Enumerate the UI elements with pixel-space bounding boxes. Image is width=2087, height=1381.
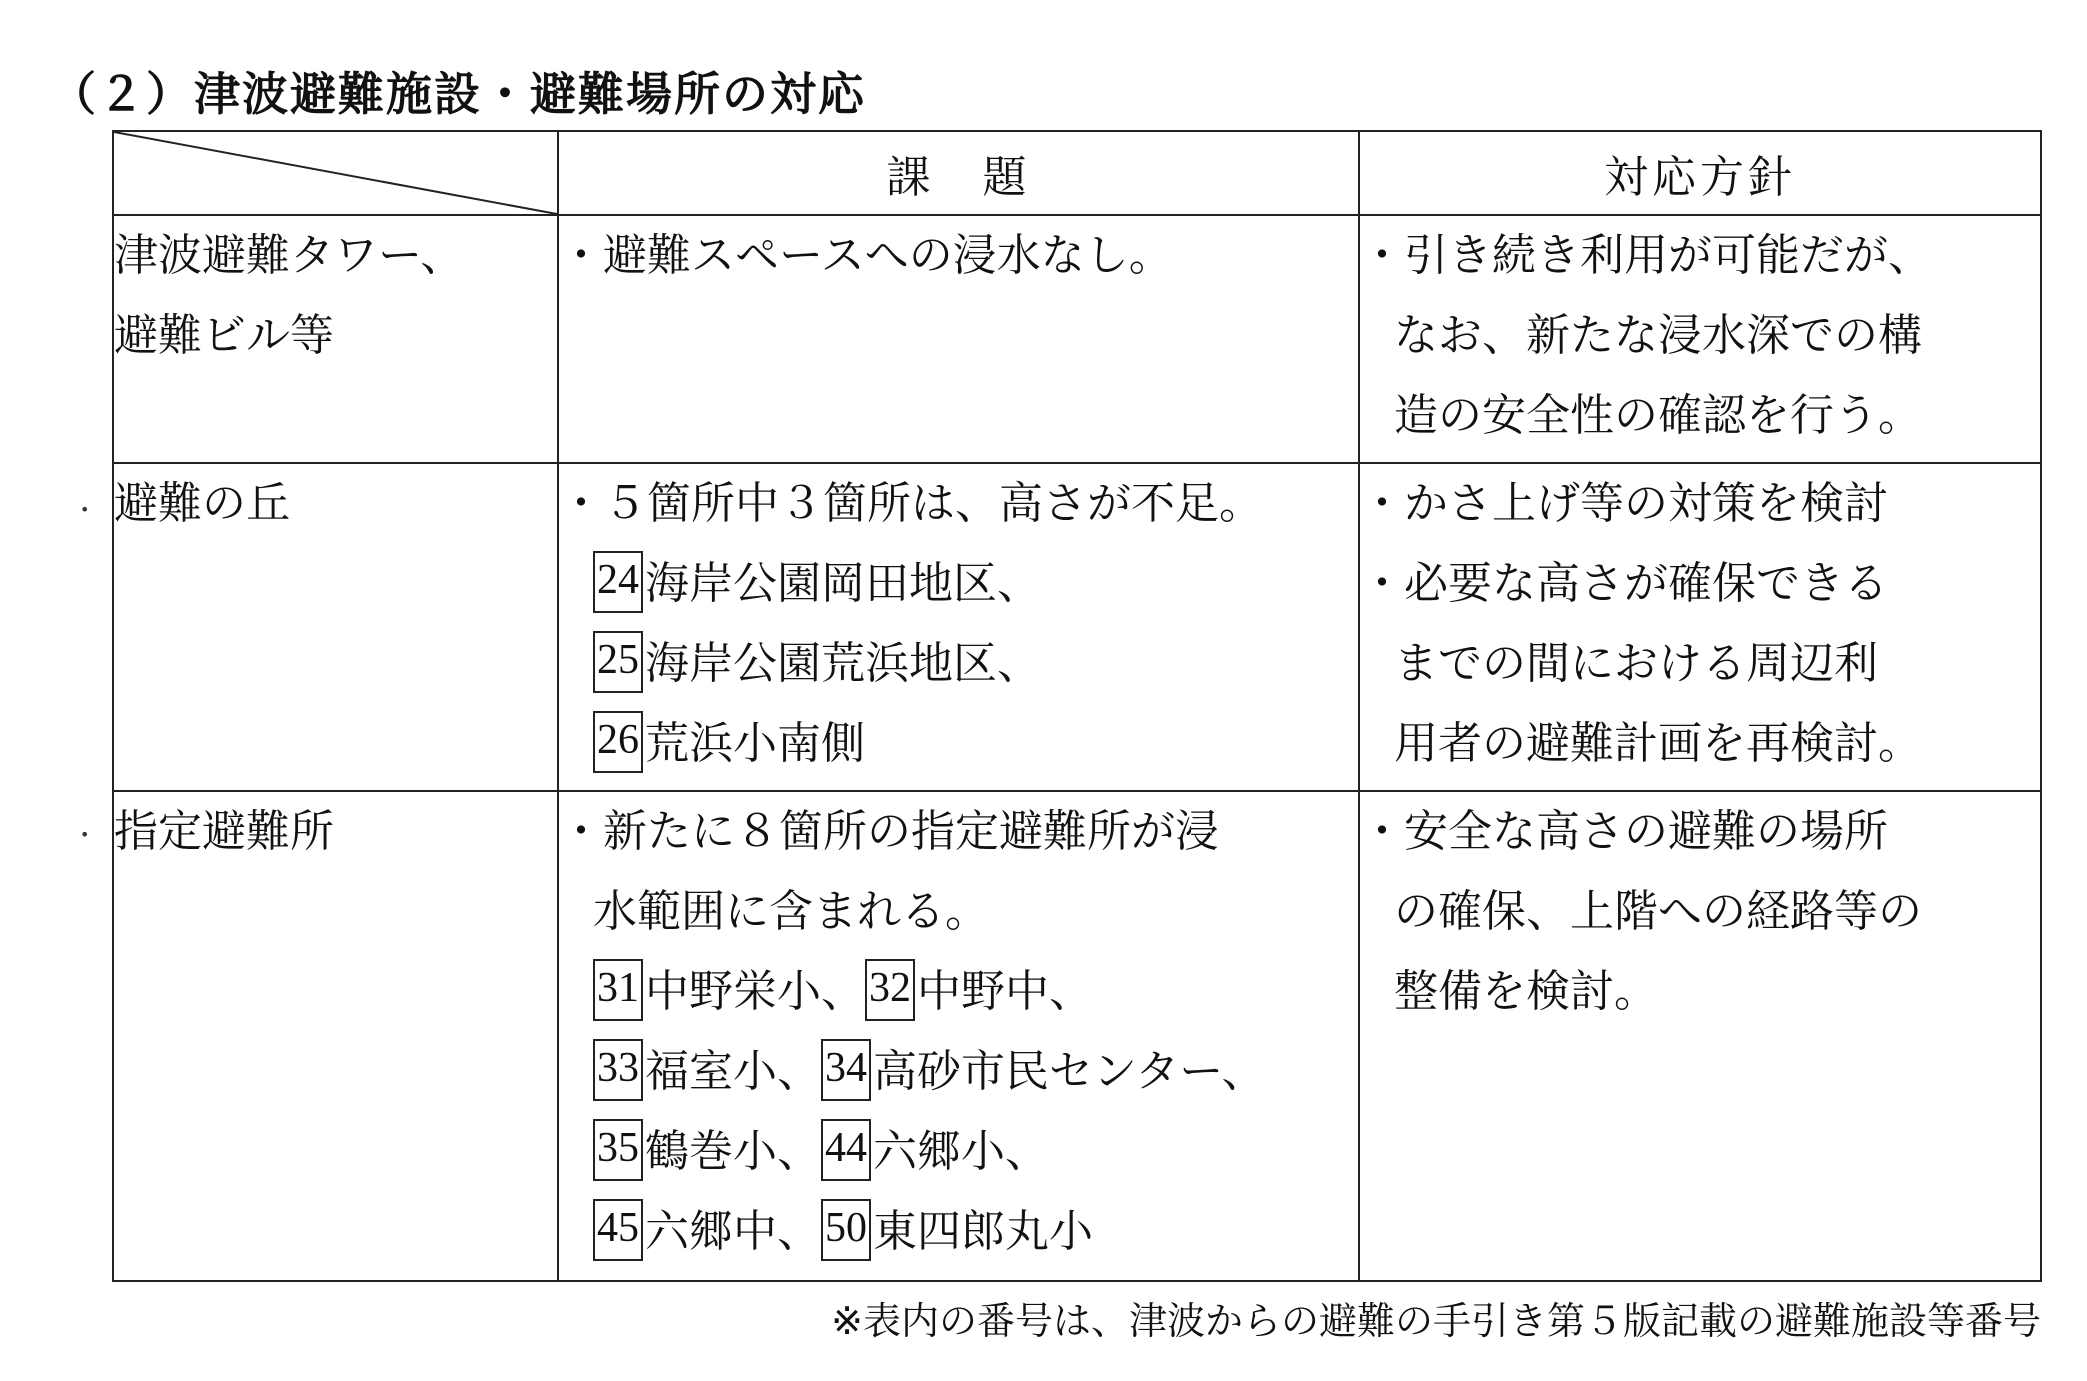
facility-number: 50 [821,1199,871,1261]
facility-number: 34 [821,1039,871,1101]
issue-item-line [559,1192,1358,1272]
facility-number: 44 [821,1119,871,1181]
policy-line: ・引き続き利用が可能だが、 [1360,230,1932,281]
policy-cell [1359,463,2041,791]
header-policy: 対応方針 [1359,131,2041,215]
policy-line: ・かさ上げ等の対策を検討 [1360,478,1888,529]
header-row [113,131,2041,215]
policy-line: なお、新たな浸水深での構 [1394,310,1922,361]
issue-item-line [559,952,1358,1032]
issue-line: ・５箇所中３箇所は、高さが不足。 [559,478,1263,529]
facility-name: 福室小、 [645,1046,821,1097]
facility-name: 中野栄小、 [645,966,865,1017]
header-issue: 課 題 [558,131,1359,215]
section-heading: （２）津波避難施設・避難場所の対応 [50,67,866,121]
facility-name: 六郷中、 [645,1206,821,1257]
issue-item-line [559,1032,1358,1112]
facility-number: 35 [593,1119,643,1181]
category-cell [113,215,558,463]
facility-name: 鶴巻小、 [645,1126,821,1177]
policy-cell [1359,215,2041,463]
facility-number: 45 [593,1199,643,1261]
policy-cell [1359,791,2041,1281]
policy-line: までの間における周辺利 [1394,638,1878,689]
table-row [113,463,2041,791]
issue-cell [558,463,1359,791]
table-row [113,791,2041,1281]
category-line: 津波避難タワー、 [114,230,465,281]
category-cell [113,791,558,1281]
issue-item-line [559,704,1358,784]
diagonal-line [114,132,557,214]
policy-line: ・必要な高さが確保できる [1360,558,1888,609]
category-line: 指定避難所 [114,806,334,857]
policy-line: の確保、上階への経路等の [1394,886,1922,937]
facility-name: 海岸公園岡田地区、 [645,558,1041,609]
table-row [113,215,2041,463]
corner-cell [113,131,558,215]
facility-name: 荒浜小南側 [645,718,865,769]
policy-line: 用者の避難計画を再検討。 [1394,718,1922,769]
issue-cell [558,215,1359,463]
facility-number: 25 [593,631,643,693]
facility-name: 高砂市民センター、 [873,1046,1266,1097]
evacuation-table [112,130,2042,1282]
facility-name: 東四郎丸小 [873,1206,1093,1257]
facility-name: 六郷小、 [873,1126,1049,1177]
scan-speck: • [80,500,90,519]
policy-line: 整備を検討。 [1394,966,1658,1017]
facility-number: 31 [593,959,643,1021]
policy-line: ・安全な高さの避難の場所 [1360,806,1888,857]
category-line: 避難の丘 [114,478,290,529]
facility-number: 24 [593,551,643,613]
issue-line: ・新たに８箇所の指定避難所が浸 [559,806,1219,857]
facility-name: 中野中、 [917,966,1093,1017]
category-cell [113,463,558,791]
issue-line: ・避難スペースへの浸水なし。 [559,230,1173,281]
facility-number: 32 [865,959,915,1021]
issue-line: 水範囲に含まれる。 [593,886,989,937]
policy-line: 造の安全性の確認を行う。 [1394,390,1922,441]
footnote: ※表内の番号は、津波からの避難の手引き第５版記載の避難施設等番号 [831,1299,2041,1343]
facility-number: 26 [593,711,643,773]
issue-item-line [559,624,1358,704]
scan-speck: • [80,825,90,844]
issue-cell [558,791,1359,1281]
facility-number: 33 [593,1039,643,1101]
facility-name: 海岸公園荒浜地区、 [645,638,1041,689]
category-line: 避難ビル等 [114,310,334,361]
issue-item-line [559,544,1358,624]
issue-item-line [559,1112,1358,1192]
